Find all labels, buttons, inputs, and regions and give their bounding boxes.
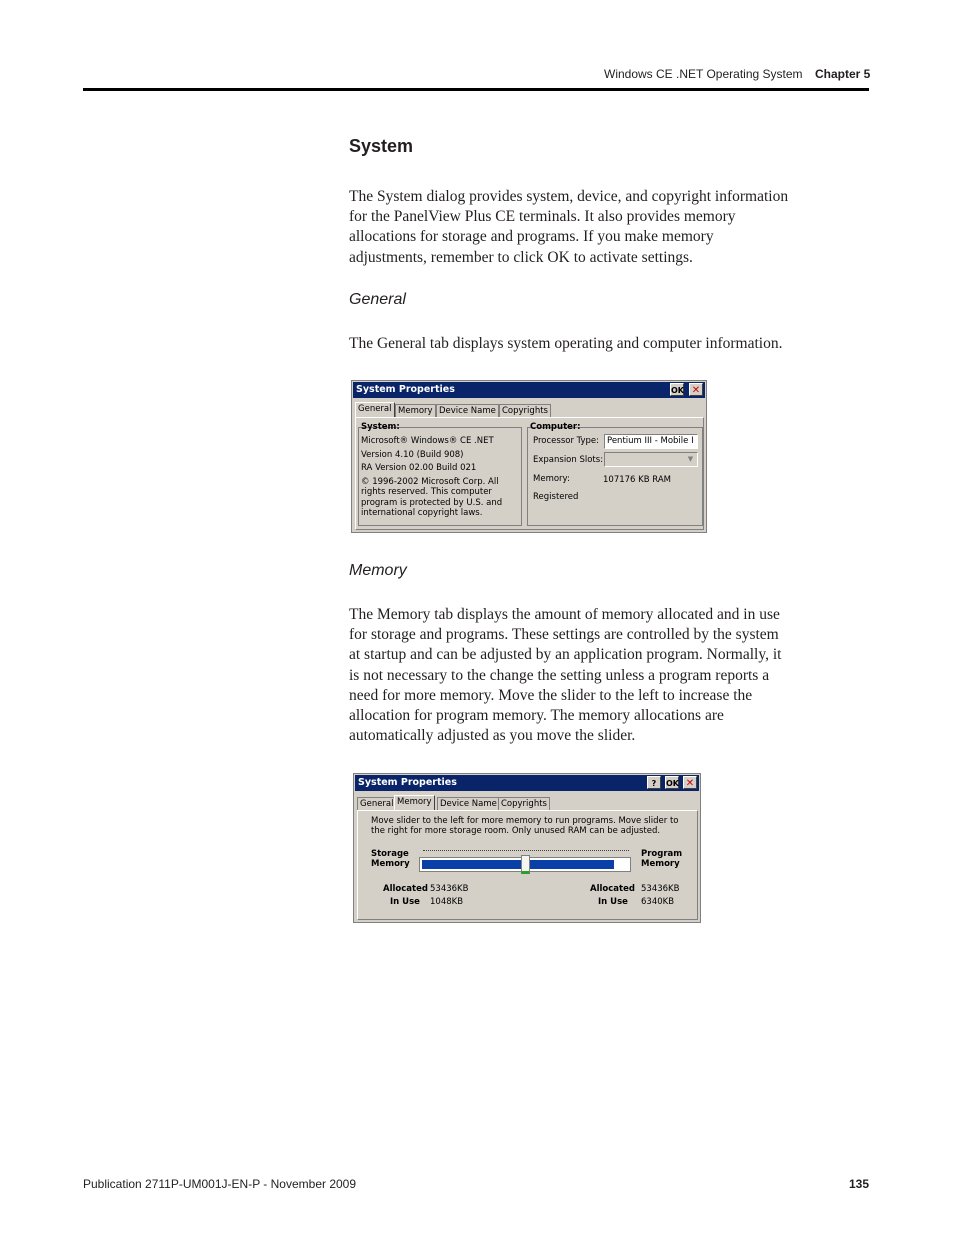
memory-line: is not necessary to the change the setting unless a program reports a — [349, 666, 770, 684]
system-info-line: rights reserved. This computer — [361, 487, 492, 497]
system-info-line: Version 4.10 (Build 908) — [361, 450, 464, 460]
general-heading: General — [349, 291, 406, 308]
ok-button[interactable]: OK — [665, 776, 679, 789]
tab-device-name[interactable]: Device Name — [437, 797, 500, 810]
memory-line: at startup and can be adjusted by an application program. Normally, it — [349, 646, 782, 664]
memory-paragraph — [349, 605, 874, 746]
instruction-line: Move slider to the left for more memory to run programs. Move slider to — [371, 816, 679, 826]
tab-memory[interactable]: Memory — [394, 795, 435, 810]
memory-line: The Memory tab displays the amount of memory allocated and in use — [349, 606, 780, 623]
slider-ticks — [423, 850, 629, 854]
publication-footer: Publication 2711P-UM001J-EN-P - November 2009 — [83, 1177, 357, 1191]
memory-heading: Memory — [349, 562, 407, 579]
instruction-line: the right for more storage room. Only unused RAM can be adjusted. — [371, 826, 661, 836]
memory-line: need for more memory. Move the slider to the left to increase the — [349, 686, 753, 704]
storage-inuse-label: In Use — [390, 897, 420, 907]
intro-line: for the PanelView Plus CE terminals. It also provides memory — [349, 208, 736, 226]
system-properties-general-dialog — [351, 380, 707, 533]
memory-line: for storage and programs. These settings are controlled by the system — [349, 626, 779, 644]
program-allocated-label: Allocated — [590, 884, 635, 894]
storage-memory-label: Storage — [371, 849, 409, 859]
storage-inuse-value: 1048KB — [430, 897, 464, 907]
storage-memory-label: Memory — [371, 859, 410, 869]
registered-label: Registered — [533, 492, 579, 502]
intro-paragraph — [349, 187, 874, 268]
memory-line: automatically adjusted as you move the slider. — [349, 727, 636, 745]
computer-label: Computer: — [530, 422, 581, 432]
system-info-line: © 1996-2002 Microsoft Corp. All — [361, 477, 499, 487]
storage-allocated-value: 53436KB — [430, 884, 469, 894]
tab-memory[interactable]: Memory — [395, 404, 436, 417]
memory-slider-thumb[interactable] — [521, 855, 530, 874]
system-info-line: program is protected by U.S. and — [361, 498, 503, 508]
header-rule — [83, 88, 869, 91]
tab-general[interactable]: General — [355, 402, 395, 417]
close-icon[interactable]: ✕ — [683, 776, 697, 789]
tab-general[interactable]: General — [357, 797, 397, 810]
page-number: 135 — [849, 1177, 870, 1191]
tab-copyrights[interactable]: Copyrights — [498, 797, 550, 810]
system-label: System: — [361, 422, 400, 432]
dialog-title: System Properties — [356, 384, 455, 395]
system-info-line: Microsoft® Windows® CE .NET — [361, 436, 494, 446]
running-header-chapter: Chapter 5 — [815, 67, 871, 81]
memory-value: 107176 KB RAM — [603, 475, 671, 485]
section-title: System — [349, 136, 414, 156]
dialog-titlebar — [353, 382, 705, 398]
intro-line: The System dialog provides system, device, and copyright information — [349, 188, 789, 205]
processor-type-label: Processor Type: — [533, 436, 600, 446]
tab-device-name[interactable]: Device Name — [436, 404, 499, 417]
system-info-line: RA Version 02.00 Build 021 — [361, 463, 477, 473]
chevron-down-icon: ▼ — [687, 455, 694, 463]
ok-button[interactable]: OK — [670, 383, 684, 396]
running-header-section: Windows CE .NET Operating System — [604, 67, 803, 81]
expansion-slots-select — [604, 452, 698, 467]
general-paragraph — [349, 334, 874, 354]
program-inuse-value: 6340KB — [641, 897, 675, 907]
intro-line: allocations for storage and programs. If you make memory — [349, 228, 714, 246]
memory-usage-fill — [422, 860, 614, 869]
memory-label: Memory: — [533, 474, 570, 484]
program-inuse-label: In Use — [598, 897, 628, 907]
system-info-line: international copyright laws. — [361, 508, 483, 518]
intro-line: adjustments, remember to click OK to activate settings. — [349, 248, 693, 266]
close-icon[interactable]: ✕ — [689, 383, 703, 396]
program-memory-label: Memory — [641, 859, 680, 869]
program-memory-label: Program — [641, 849, 683, 859]
help-button[interactable]: ? — [647, 776, 661, 789]
tab-copyrights[interactable]: Copyrights — [499, 404, 551, 417]
processor-type-field: Pentium III - Mobile I — [604, 434, 698, 449]
expansion-slots-label: Expansion Slots: — [533, 455, 604, 465]
program-allocated-value: 53436KB — [641, 884, 680, 894]
dialog-title: System Properties — [358, 777, 457, 788]
general-line: The General tab displays system operating and computer information. — [349, 335, 783, 352]
system-properties-memory-dialog — [353, 773, 701, 923]
storage-allocated-label: Allocated — [383, 884, 428, 894]
memory-line: allocation for program memory. The memory allocations are — [349, 707, 724, 725]
